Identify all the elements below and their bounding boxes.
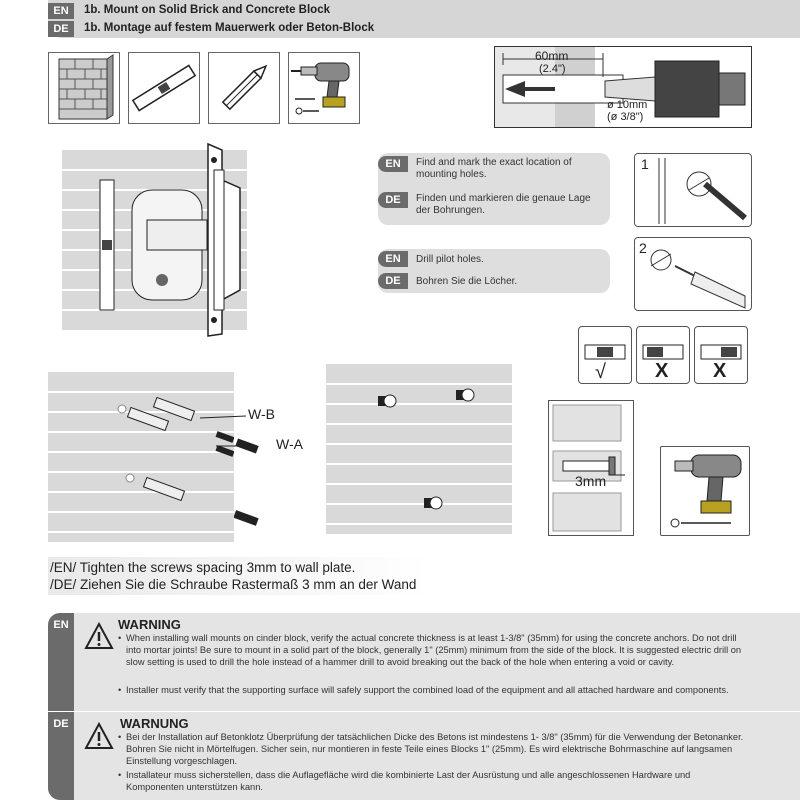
drill-icon [288,52,360,124]
step-2-number: 2 [639,240,647,256]
level-check-wrong-1 [636,326,690,384]
lang-tag-en: EN [48,3,74,19]
spacing-label: 3mm [575,473,607,489]
brick-wall-icon [48,52,120,124]
x-mark-icon: X [655,360,669,382]
lang-tag-de: DE [48,21,74,37]
label-w-a: W-A [276,436,303,452]
step-1-en-tag: EN [378,156,408,172]
label-w-b: W-B [248,406,275,422]
tighten-de: /DE/ Ziehen Sie die Schraube Rastermaß 3 mm an der Wand [50,577,417,592]
anchor-wall [48,372,234,542]
drill-depth-diagram [494,46,752,128]
step-2-en-text: Drill pilot holes. [416,254,484,265]
warning-de-bullet-2: Installateur muss sicherstellen, dass die Auflagefläche wird die kombinierte Last der Ausrüstung und alle angeschlossenen Hardware und Komponenten unterstützen kann. [126,770,691,792]
title-de: 1b. Montage auf festem Mauerwerk oder Beton-Block [84,22,375,34]
warning-de-title: WARNUNG [120,716,189,731]
diameter-in: (ø 3/8") [607,111,644,123]
warning-de-bullet-1: Bei der Installation auf Betonklotz Überprüfung der tatsächlichen Dicke des Betons ist mindestens 1- 3/8" (35mm) für die Verwendung der Betonanker. Bohren Sie nicht in Mörtelfugen. Sicher sein, nur montieren in feste Teile eines Blocks 1" (25mm). Es wird elektrische Bohrmaschine auf langsamen Einstellung vorgeschlagen. [126,732,744,766]
bullet: • [118,770,122,780]
title-en: 1b. Mount on Solid Brick and Concrete Block [84,4,330,16]
step-2-de-text: Bohren Sie die Löcher. [416,276,518,287]
step-1-de-text: Finden und markieren die genaue Lage der Bohrungen. [416,193,591,216]
warning-en-bullet-2: Installer must verify that the supporting surface will safely support the combined load of the equipment and all attached hardware and components. [126,685,729,695]
diameter-mm: ø 10mm [607,99,648,111]
level-icon [128,52,200,124]
step-1-number: 1 [641,156,649,172]
x-mark-icon: X [713,360,727,382]
warning-en-tag: EN [48,613,74,711]
step-1-illustration [634,153,752,227]
level-check-ok [578,326,632,384]
step-2-de-tag: DE [378,273,408,289]
step-1-en-text: Find and mark the exact location of mounting holes. [416,157,572,180]
drill-driver-illustration [660,446,750,536]
step-2-en-tag: EN [378,251,408,267]
depth-in: (2.4") [539,63,566,75]
callout-lines [196,400,246,450]
bullet: • [118,685,122,695]
check-mark-icon: √ [595,361,606,383]
level-check-wrong-2 [694,326,748,384]
warning-en-title: WARNING [118,617,181,632]
warning-triangle-icon [84,622,114,650]
warning-en-bullet-1: When installing wall mounts on cinder block, verify the actual concrete thickness is at least 1-3/8" (35mm) for using the concrete anchors. Do not drill into mortar joints! Be sure to mount in a solid part of the block, generally 1" (25mm) minimum from the side of the block. It is suggested electric drill on slow setting is used to drill the hole instead of a hammer drill to avoid breaking out the back of the hole when entering a void or cavity. [126,633,742,667]
pencil-icon [208,52,280,124]
step-1-de-tag: DE [378,192,408,208]
depth-mm: 60mm [535,49,569,63]
spacing-diagram [548,400,634,536]
mounted-screws-wall [326,364,512,534]
warning-de-tag: DE [48,712,74,800]
tv-mount-plate [200,140,260,340]
bullet: • [118,732,122,742]
warning-triangle-icon [84,722,114,750]
bullet: • [118,633,122,643]
tighten-en: /EN/ Tighten the screws spacing 3mm to wall plate. [50,560,356,575]
step-2-illustration [634,237,752,311]
